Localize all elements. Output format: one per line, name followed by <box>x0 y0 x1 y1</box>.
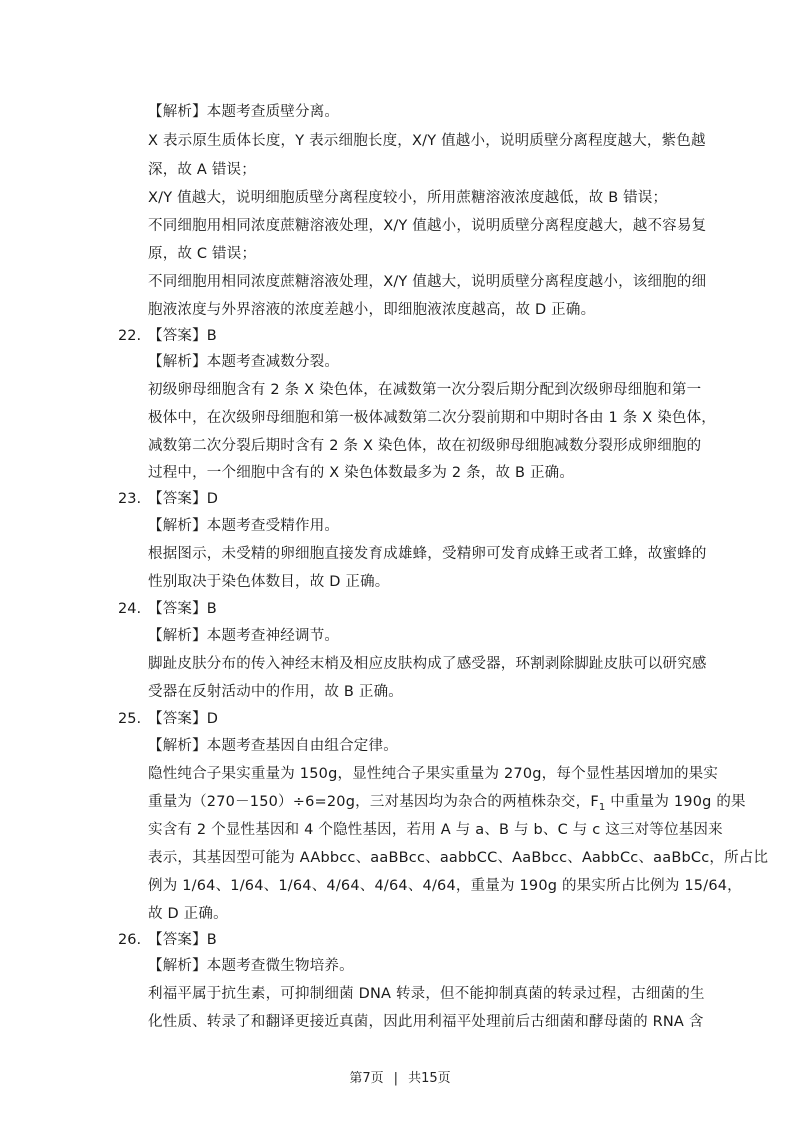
analysis-line: X/Y 值越大，说明细胞质壁分离程度较小，所用蔗糖溶液浓度越低，故 B 错误； <box>148 190 668 206</box>
analysis-title-24: 【解析】本题考查神经调节。 <box>148 628 340 644</box>
page-footer <box>0 1070 800 1088</box>
analysis-line: 性别取决于染色体数目，故 D 正确。 <box>148 574 390 590</box>
analysis-title-25: 【解析】本题考查基因自由组合定律。 <box>148 738 398 754</box>
analysis-line: 化性质、转录了和翻译更接近真菌，因此用利福平处理前后古细菌和酵母菌的 RNA 含 <box>148 1014 704 1030</box>
analysis-line: 不同细胞用相同浓度蔗糖溶液处理，X/Y 值越小，说明质壁分离程度越大，越不容易复 <box>148 218 707 234</box>
answer-24: 【答案】B <box>148 601 217 617</box>
analysis-line: 根据图示，未受精的卵细胞直接发育成雄蜂，受精卵可发育成蜂王或者工蜂，故蜜蜂的 <box>148 546 707 562</box>
analysis-line: 隐性纯合子果实重量为 150g，显性纯合子果实重量为 270g，每个显性基因增加的果实 <box>148 766 719 782</box>
analysis-line: 减数第二次分裂后期时含有 2 条 X 染色体，故在初级卵母细胞减数分裂形成卵细胞的 <box>148 438 702 454</box>
analysis-title-22: 【解析】本题考查减数分裂。 <box>148 354 340 370</box>
analysis-title-26: 【解析】本题考查微生物培养。 <box>148 958 354 974</box>
analysis-title-21: 【解析】本题考查质壁分离。 <box>148 104 340 120</box>
answer-25: 【答案】D <box>148 711 219 727</box>
analysis-line: 不同细胞用相同浓度蔗糖溶液处理，X/Y 值越大，说明质壁分离程度越小，该细胞的细 <box>148 274 707 290</box>
analysis-line: 脚趾皮肤分布的传入神经末梢及相应皮肤构成了感受器，环割剥除脚趾皮肤可以研究感 <box>148 656 707 672</box>
analysis-line: 过程中，一个细胞中含有的 X 染色体数最多为 2 条，故 B 正确。 <box>148 465 575 481</box>
total-pages: 共15页 <box>408 1071 451 1086</box>
answer-22: 【答案】B <box>148 328 217 344</box>
question-number-25: 25. <box>118 711 142 727</box>
current-page: 第7页 <box>349 1071 384 1086</box>
analysis-line: 胞液浓度与外界溶液的浓度差越小，即细胞液浓度越高，故 D 正确。 <box>148 302 596 318</box>
analysis-line: 故 D 正确。 <box>148 906 228 922</box>
analysis-line <box>148 792 746 818</box>
analysis-line: 例为 1/64、1/64、1/64、4/64、4/64、4/64，重量为 190g 的果实所占比例为 15/64， <box>148 878 742 894</box>
analysis-text: 中重量为 190g 的果 <box>605 794 746 810</box>
answer-23: 【答案】D <box>148 491 219 507</box>
analysis-line: 初级卵母细胞含有 2 条 X 染色体，在减数第一次分裂后期分配到次级卵母细胞和第一 <box>148 382 702 398</box>
question-number-24: 24. <box>118 601 142 617</box>
answer-26: 【答案】B <box>148 932 217 948</box>
question-number-26: 26. <box>118 932 142 948</box>
analysis-line: 极体中，在次级卵母细胞和第一极体减数第二次分裂前期和中期时各由 1 条 X 染色体， <box>148 410 716 426</box>
analysis-line: 利福平属于抗生素，可抑制细菌 DNA 转录，但不能抑制真菌的转录过程，古细菌的生 <box>148 986 705 1002</box>
analysis-line: 原，故 C 错误； <box>148 246 257 262</box>
question-number-23: 23. <box>118 491 142 507</box>
analysis-title-23: 【解析】本题考查受精作用。 <box>148 518 340 534</box>
analysis-line: X 表示原生质体长度，Y 表示细胞长度，X/Y 值越小，说明质壁分离程度越大，紫色越 <box>148 133 706 149</box>
analysis-line: 实含有 2 个显性基因和 4 个隐性基因，若用 A 与 a、B 与 b、C 与 c 这三对等位基因来 <box>148 822 723 838</box>
question-number-22: 22. <box>118 328 142 344</box>
analysis-line: 表示，其基因型可能为 AAbbcc、aaBBcc、aabbCC、AaBbcc、AabbCc、aaBbCc，所占比 <box>148 850 769 866</box>
analysis-line: 深，故 A 错误； <box>148 162 256 178</box>
f1-subscript: 1 <box>598 801 606 813</box>
footer-separator: | <box>393 1071 399 1086</box>
analysis-line: 受器在反射活动中的作用，故 B 正确。 <box>148 684 403 700</box>
analysis-text: 重量为（270－150）÷6=20g，三对基因均为杂合的两植株杂交，F <box>148 794 599 810</box>
